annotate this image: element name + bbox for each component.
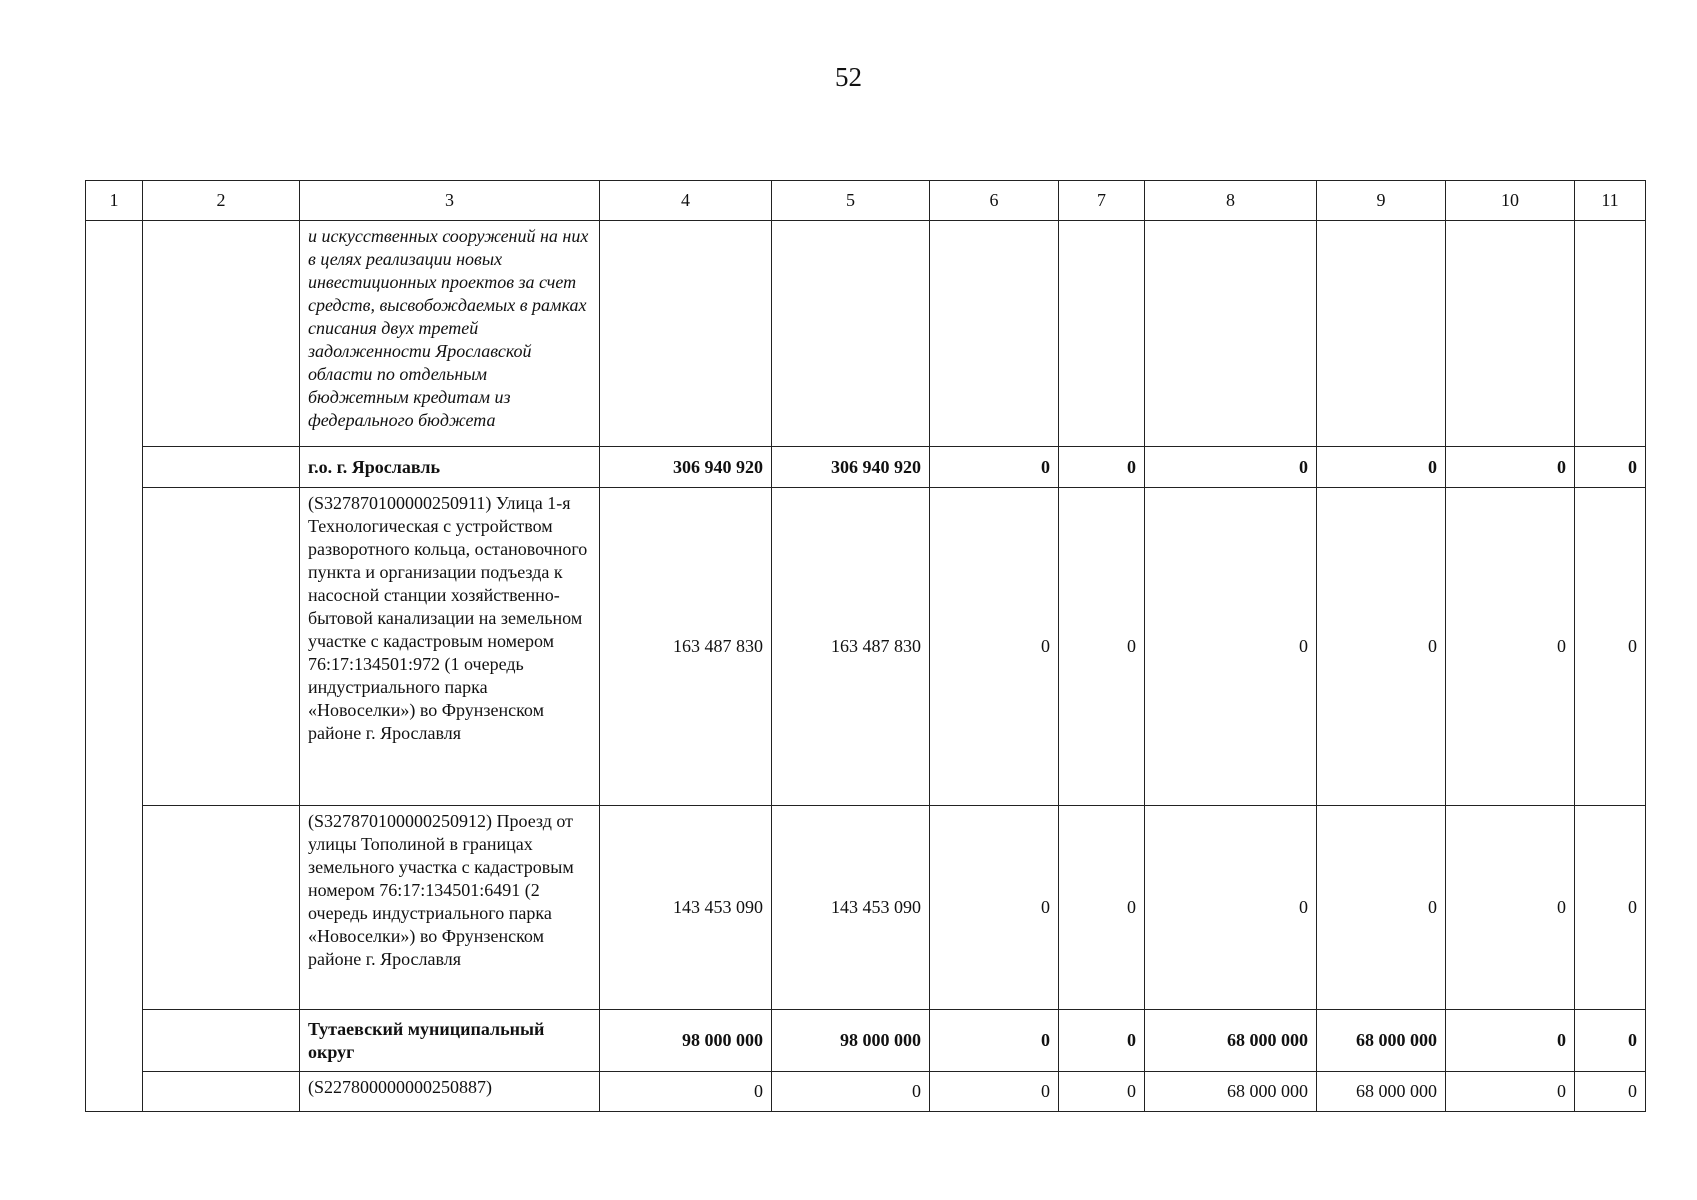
table-row [86, 221, 1646, 447]
column-header: 10 [1446, 181, 1575, 221]
table-cell-value: 0 [1059, 806, 1145, 1010]
table-cell-value [1145, 221, 1317, 447]
column-header: 5 [772, 181, 930, 221]
table-cell-value: 0 [1446, 806, 1575, 1010]
table-row [86, 1072, 1646, 1112]
table-cell-value: 0 [1446, 488, 1575, 806]
table-cell-value: 98 000 000 [600, 1010, 772, 1072]
row-description: г.о. г. Ярославль [300, 447, 600, 488]
table-cell-value: 0 [1446, 1010, 1575, 1072]
column-header: 2 [143, 181, 300, 221]
table-cell-value: 0 [1575, 1010, 1646, 1072]
table-cell-value: 0 [1059, 447, 1145, 488]
table-cell-value: 0 [1575, 488, 1646, 806]
table-cell-value: 143 453 090 [772, 806, 930, 1010]
column-header: 11 [1575, 181, 1646, 221]
table-cell-value [930, 221, 1059, 447]
table-cell-col2 [143, 1072, 300, 1112]
column-header: 8 [1145, 181, 1317, 221]
table-cell-value: 68 000 000 [1145, 1010, 1317, 1072]
table-cell-col2 [143, 488, 300, 806]
table-cell-value: 0 [1575, 447, 1646, 488]
table-cell-value: 163 487 830 [600, 488, 772, 806]
table-cell-value: 0 [930, 488, 1059, 806]
table-row-total [86, 447, 1646, 488]
table-cell-value [772, 221, 930, 447]
row-description: (S227800000000250887) [300, 1072, 600, 1112]
table-cell-value: 0 [1059, 1072, 1145, 1112]
table-cell-value: 0 [1317, 488, 1446, 806]
row-description: (S327870100000250911) Улица 1-я Технологическая с устройством разворотного кольца, остановочного пункта и организации подъезда к насосной станции хозяйственно-бытовой канализации на земельном участке с кадастровым номером 76:17:134501:972 (1 очередь индустриального парка «Новоселки») во Фрунзенском районе г. Ярославля [300, 488, 600, 806]
table-cell-value: 0 [1059, 1010, 1145, 1072]
table-cell-col1 [86, 221, 143, 1112]
table-cell-value: 0 [1446, 1072, 1575, 1112]
table-cell-value: 0 [772, 1072, 930, 1112]
budget-table [85, 180, 1646, 1112]
table-cell-value [1446, 221, 1575, 447]
table-cell-value: 0 [1575, 806, 1646, 1010]
column-header: 7 [1059, 181, 1145, 221]
table-cell-value: 0 [930, 806, 1059, 1010]
table-cell-value: 0 [1317, 806, 1446, 1010]
table-cell-value [1059, 221, 1145, 447]
table-cell-value: 0 [930, 1010, 1059, 1072]
table-cell-value [1575, 221, 1646, 447]
column-header: 6 [930, 181, 1059, 221]
table-cell-value: 0 [1145, 488, 1317, 806]
table-cell-value: 68 000 000 [1317, 1072, 1446, 1112]
row-description: Тутаевский муниципальный округ [300, 1010, 600, 1072]
table-cell-value [600, 221, 772, 447]
table-row [86, 488, 1646, 806]
table-row [86, 806, 1646, 1010]
table-cell-value: 68 000 000 [1145, 1072, 1317, 1112]
table-cell-col2 [143, 1010, 300, 1072]
column-header: 3 [300, 181, 600, 221]
table-cell-value: 0 [930, 447, 1059, 488]
table-cell-col2 [143, 806, 300, 1010]
table-cell-value: 306 940 920 [772, 447, 930, 488]
table-cell-value: 306 940 920 [600, 447, 772, 488]
table-cell-value: 0 [1145, 806, 1317, 1010]
row-description: и искусственных сооружений на них в целях реализации новых инвестиционных проектов за счет средств, высвобождаемых в рамках списания двух третей задолженности Ярославской области по отдельным бюджетным кредитам из федерального бюджета [300, 221, 600, 447]
page-number: 52 [835, 62, 862, 92]
table-cell-value: 0 [930, 1072, 1059, 1112]
column-header: 4 [600, 181, 772, 221]
column-header: 9 [1317, 181, 1446, 221]
column-header: 1 [86, 181, 143, 221]
table-cell-value: 68 000 000 [1317, 1010, 1446, 1072]
header-row [86, 181, 1646, 221]
table-cell-value [1317, 221, 1446, 447]
table-cell-value: 143 453 090 [600, 806, 772, 1010]
table-cell-value: 0 [600, 1072, 772, 1112]
table-cell-value: 0 [1145, 447, 1317, 488]
row-description: (S327870100000250912) Проезд от улицы Тополиной в границах земельного участка с кадастровым номером 76:17:134501:6491 (2 очередь индустриального парка «Новоселки») во Фрунзенском районе г. Ярославля [300, 806, 600, 1010]
table-row-total [86, 1010, 1646, 1072]
table-cell-col2 [143, 447, 300, 488]
table-cell-value: 0 [1317, 447, 1446, 488]
table-cell-value: 163 487 830 [772, 488, 930, 806]
table-cell-value: 0 [1059, 488, 1145, 806]
table-cell-value: 98 000 000 [772, 1010, 930, 1072]
table-cell-value: 0 [1446, 447, 1575, 488]
table-cell-col2 [143, 221, 300, 447]
table-cell-value: 0 [1575, 1072, 1646, 1112]
